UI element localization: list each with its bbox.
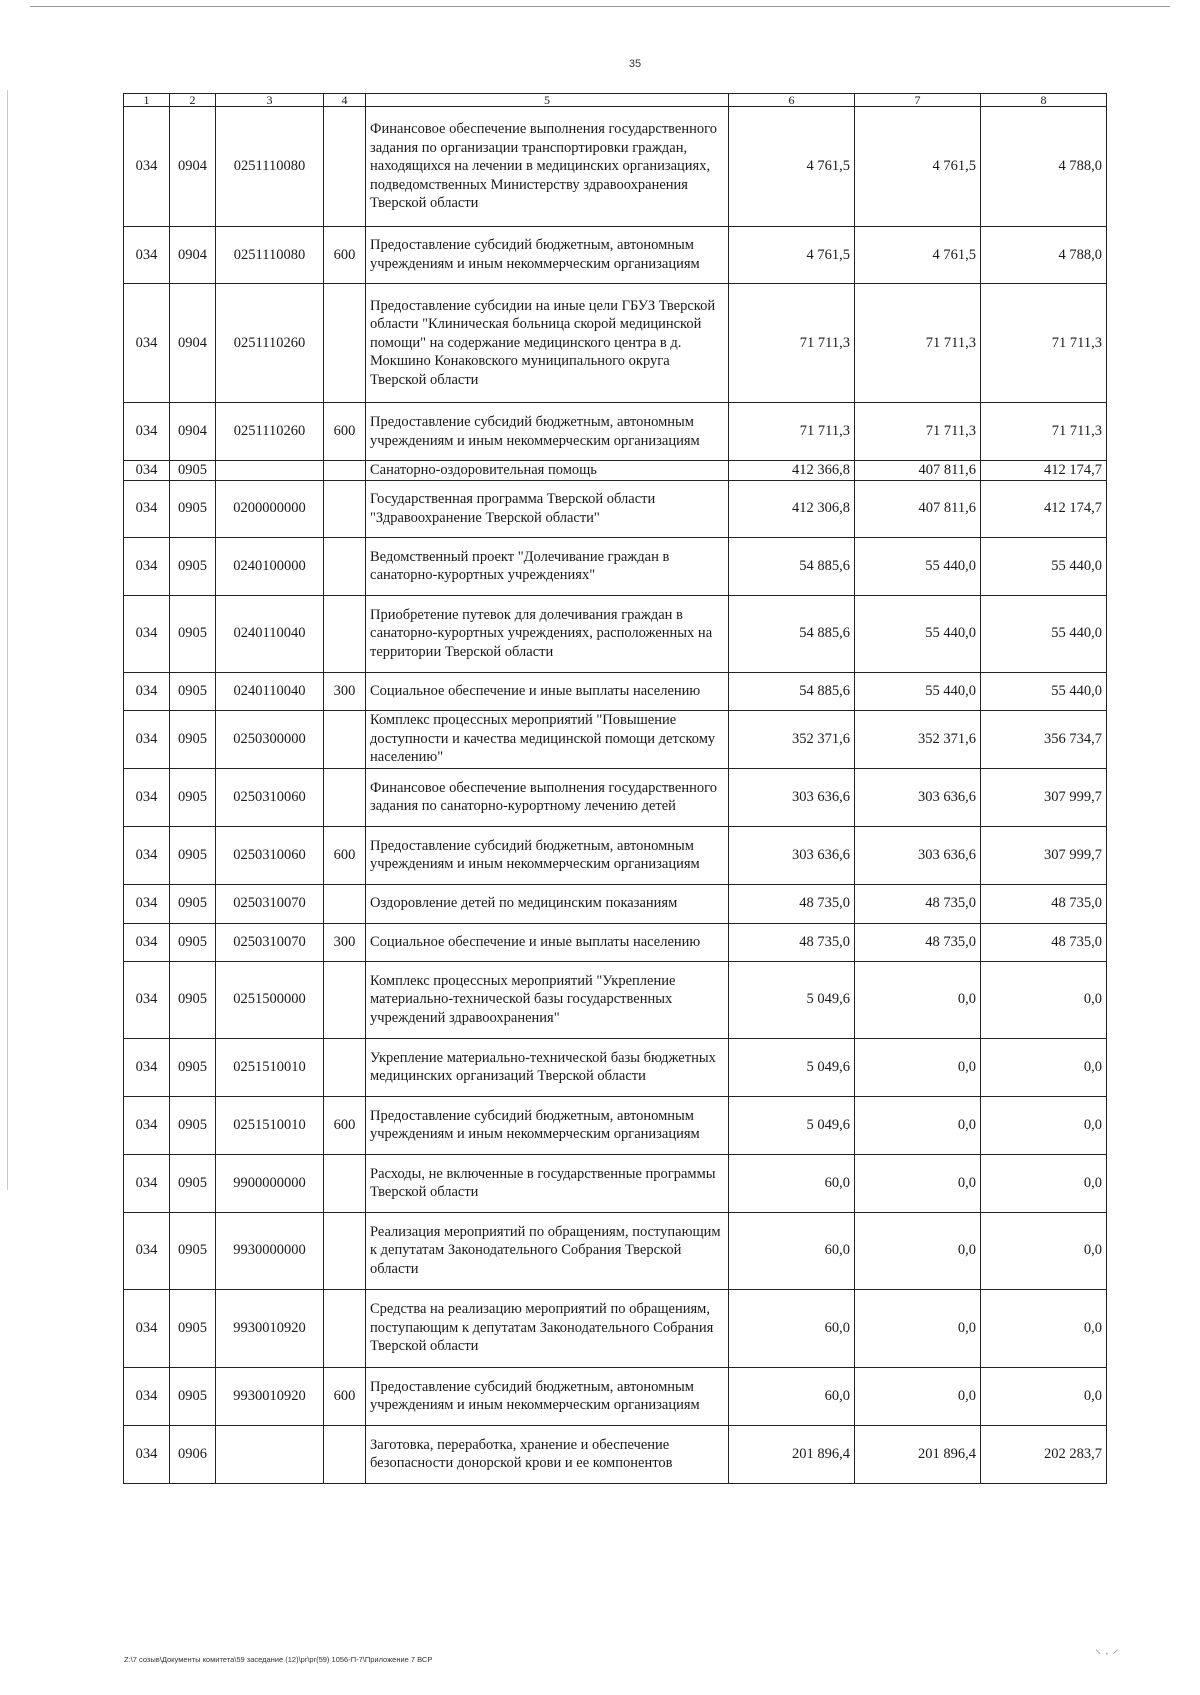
table-row [124, 461, 1107, 481]
amount-col7-cell: 48 735,0 [855, 923, 981, 961]
amount-col8-cell: 0,0 [981, 961, 1107, 1038]
amount-col6-cell: 48 735,0 [729, 923, 855, 961]
column-header: 4 [324, 94, 366, 107]
amount-col6-cell: 201 896,4 [729, 1425, 855, 1483]
amount-col8-cell: 0,0 [981, 1038, 1107, 1096]
expense-type-cell [324, 107, 366, 227]
table-row [124, 227, 1107, 284]
expense-type-cell: 600 [324, 1367, 366, 1425]
amount-col8-cell: 55 440,0 [981, 672, 1107, 710]
table-header [124, 94, 1107, 107]
section-code-cell: 0905 [170, 461, 216, 481]
target-article-cell: 0240110040 [216, 672, 324, 710]
description-cell: Государственная программа Тверской области "Здравоохранение Тверской области" [366, 480, 729, 537]
target-article-cell: 0251510010 [216, 1096, 324, 1154]
section-code-cell: 0905 [170, 537, 216, 595]
amount-col7-cell: 0,0 [855, 1038, 981, 1096]
amount-col8-cell: 48 735,0 [981, 884, 1107, 923]
amount-col6-cell: 412 366,8 [729, 461, 855, 481]
page-number: 35 [628, 58, 642, 70]
description-cell: Предоставление субсидий бюджетным, автономным учреждениям и иным некоммерческим организациям [366, 227, 729, 284]
kbk-admin-code-cell: 034 [124, 923, 170, 961]
amount-col7-cell: 0,0 [855, 1289, 981, 1367]
amount-col8-cell: 0,0 [981, 1367, 1107, 1425]
header-row [124, 94, 1107, 107]
kbk-admin-code-cell: 034 [124, 1038, 170, 1096]
target-article-cell: 0251110260 [216, 284, 324, 403]
target-article-cell: 9930010920 [216, 1289, 324, 1367]
kbk-admin-code-cell: 034 [124, 537, 170, 595]
section-code-cell: 0904 [170, 227, 216, 284]
expense-type-cell [324, 1212, 366, 1289]
amount-col8-cell: 0,0 [981, 1096, 1107, 1154]
target-article-cell: 9900000000 [216, 1154, 324, 1212]
kbk-admin-code-cell: 034 [124, 284, 170, 403]
expense-type-cell [324, 884, 366, 923]
amount-col8-cell: 71 711,3 [981, 403, 1107, 461]
target-article-cell: 0251510010 [216, 1038, 324, 1096]
kbk-admin-code-cell: 034 [124, 595, 170, 672]
description-cell: Предоставление субсидий бюджетным, автономным учреждениям и иным некоммерческим организациям [366, 826, 729, 884]
table-row [124, 107, 1107, 227]
kbk-admin-code-cell: 034 [124, 480, 170, 537]
section-code-cell: 0905 [170, 923, 216, 961]
amount-col6-cell: 412 306,8 [729, 480, 855, 537]
target-article-cell: 0250310060 [216, 768, 324, 826]
description-cell: Укрепление материально-технической базы бюджетных медицинских организаций Тверской области [366, 1038, 729, 1096]
amount-col7-cell: 0,0 [855, 961, 981, 1038]
column-header: 5 [366, 94, 729, 107]
budget-table [123, 93, 1107, 1484]
description-cell: Оздоровление детей по медицинским показаниям [366, 884, 729, 923]
target-article-cell: 0251110080 [216, 227, 324, 284]
amount-col7-cell: 303 636,6 [855, 768, 981, 826]
amount-col7-cell: 201 896,4 [855, 1425, 981, 1483]
table-row [124, 1212, 1107, 1289]
description-cell: Реализация мероприятий по обращениям, поступающим к депутатам Законодательного Собрания Тверской области [366, 1212, 729, 1289]
kbk-admin-code-cell: 034 [124, 672, 170, 710]
amount-col6-cell: 303 636,6 [729, 826, 855, 884]
description-cell: Финансовое обеспечение выполнения государственного задания по организации транспортировки граждан, находящихся на лечении в медицинских организациях, подведомственных Министерству здравоохранения Тверской области [366, 107, 729, 227]
column-header: 7 [855, 94, 981, 107]
expense-type-cell: 600 [324, 403, 366, 461]
amount-col6-cell: 303 636,6 [729, 768, 855, 826]
expense-type-cell [324, 461, 366, 481]
table-row [124, 284, 1107, 403]
table-row [124, 537, 1107, 595]
target-article-cell: 0200000000 [216, 480, 324, 537]
amount-col6-cell: 71 711,3 [729, 284, 855, 403]
kbk-admin-code-cell: 034 [124, 1212, 170, 1289]
section-code-cell: 0905 [170, 1038, 216, 1096]
amount-col7-cell: 55 440,0 [855, 595, 981, 672]
amount-col7-cell: 55 440,0 [855, 537, 981, 595]
description-cell: Финансовое обеспечение выполнения государственного задания по санаторно-курортному лечению детей [366, 768, 729, 826]
kbk-admin-code-cell: 034 [124, 768, 170, 826]
kbk-admin-code-cell: 034 [124, 227, 170, 284]
table-row [124, 403, 1107, 461]
section-code-cell: 0906 [170, 1425, 216, 1483]
amount-col6-cell: 48 735,0 [729, 884, 855, 923]
table-row [124, 1367, 1107, 1425]
table-row [124, 1425, 1107, 1483]
section-code-cell: 0905 [170, 595, 216, 672]
amount-col6-cell: 54 885,6 [729, 595, 855, 672]
description-cell: Предоставление субсидий бюджетным, автономным учреждениям и иным некоммерческим организациям [366, 1367, 729, 1425]
expense-type-cell [324, 710, 366, 768]
amount-col6-cell: 60,0 [729, 1154, 855, 1212]
section-code-cell: 0905 [170, 480, 216, 537]
expense-type-cell [324, 480, 366, 537]
amount-col8-cell: 307 999,7 [981, 826, 1107, 884]
target-article-cell: 9930010920 [216, 1367, 324, 1425]
target-article-cell [216, 461, 324, 481]
expense-type-cell: 600 [324, 826, 366, 884]
kbk-admin-code-cell: 034 [124, 107, 170, 227]
amount-col6-cell: 60,0 [729, 1212, 855, 1289]
amount-col8-cell: 0,0 [981, 1212, 1107, 1289]
table-row [124, 1096, 1107, 1154]
kbk-admin-code-cell: 034 [124, 826, 170, 884]
amount-col8-cell: 307 999,7 [981, 768, 1107, 826]
expense-type-cell [324, 961, 366, 1038]
table-row [124, 480, 1107, 537]
amount-col8-cell: 412 174,7 [981, 461, 1107, 481]
amount-col6-cell: 5 049,6 [729, 1096, 855, 1154]
amount-col8-cell: 4 788,0 [981, 107, 1107, 227]
section-code-cell: 0905 [170, 710, 216, 768]
column-header: 8 [981, 94, 1107, 107]
amount-col7-cell: 4 761,5 [855, 107, 981, 227]
section-code-cell: 0904 [170, 107, 216, 227]
file-path-footer: Z:\7 созыв\Документы комитета\59 заседание (12)\pr\pr(59) 1056-П-7\Приложение 7 ВСР [124, 1655, 433, 1664]
table-row [124, 768, 1107, 826]
kbk-admin-code-cell: 034 [124, 884, 170, 923]
table-row [124, 884, 1107, 923]
section-code-cell: 0905 [170, 1096, 216, 1154]
table-row [124, 961, 1107, 1038]
table-row [124, 710, 1107, 768]
table-row [124, 672, 1107, 710]
expense-type-cell [324, 1289, 366, 1367]
amount-col7-cell: 407 811,6 [855, 480, 981, 537]
expense-type-cell: 600 [324, 227, 366, 284]
section-code-cell: 0905 [170, 1212, 216, 1289]
kbk-admin-code-cell: 034 [124, 710, 170, 768]
amount-col7-cell: 0,0 [855, 1212, 981, 1289]
amount-col7-cell: 0,0 [855, 1154, 981, 1212]
target-article-cell: 9930000000 [216, 1212, 324, 1289]
kbk-admin-code-cell: 034 [124, 961, 170, 1038]
amount-col6-cell: 54 885,6 [729, 537, 855, 595]
description-cell: Предоставление субсидии на иные цели ГБУЗ Тверской области "Клиническая больница скорой медицинской помощи" на содержание медицинского центра в д. Мокшино Конаковского муниципального округа Тверской области [366, 284, 729, 403]
section-code-cell: 0905 [170, 961, 216, 1038]
kbk-admin-code-cell: 034 [124, 1367, 170, 1425]
table-row [124, 1154, 1107, 1212]
description-cell: Средства на реализацию мероприятий по обращениям, поступающим к депутатам Законодательного Собрания Тверской области [366, 1289, 729, 1367]
column-header: 1 [124, 94, 170, 107]
expense-type-cell [324, 1154, 366, 1212]
amount-col8-cell: 55 440,0 [981, 537, 1107, 595]
amount-col8-cell: 0,0 [981, 1154, 1107, 1212]
amount-col6-cell: 54 885,6 [729, 672, 855, 710]
column-header: 6 [729, 94, 855, 107]
amount-col6-cell: 5 049,6 [729, 1038, 855, 1096]
kbk-admin-code-cell: 034 [124, 1154, 170, 1212]
expense-type-cell [324, 595, 366, 672]
amount-col8-cell: 356 734,7 [981, 710, 1107, 768]
expense-type-cell [324, 768, 366, 826]
amount-col6-cell: 5 049,6 [729, 961, 855, 1038]
description-cell: Расходы, не включенные в государственные программы Тверской области [366, 1154, 729, 1212]
description-cell: Комплекс процессных мероприятий "Повышение доступности и качества медицинской помощи детскому населению" [366, 710, 729, 768]
expense-type-cell [324, 537, 366, 595]
kbk-admin-code-cell: 034 [124, 461, 170, 481]
column-header: 2 [170, 94, 216, 107]
expense-type-cell: 300 [324, 672, 366, 710]
expense-type-cell [324, 1038, 366, 1096]
target-article-cell: 0250310070 [216, 884, 324, 923]
target-article-cell: 0250310070 [216, 923, 324, 961]
target-article-cell [216, 1425, 324, 1483]
amount-col7-cell: 48 735,0 [855, 884, 981, 923]
amount-col7-cell: 4 761,5 [855, 227, 981, 284]
section-code-cell: 0905 [170, 672, 216, 710]
amount-col8-cell: 412 174,7 [981, 480, 1107, 537]
amount-col7-cell: 0,0 [855, 1096, 981, 1154]
top-rule [30, 6, 1170, 7]
description-cell: Предоставление субсидий бюджетным, автономным учреждениям и иным некоммерческим организациям [366, 1096, 729, 1154]
amount-col8-cell: 0,0 [981, 1289, 1107, 1367]
amount-col8-cell: 55 440,0 [981, 595, 1107, 672]
scan-marks: ⸌ · ⸍ [1095, 1647, 1119, 1661]
description-cell: Социальное обеспечение и иные выплаты населению [366, 923, 729, 961]
amount-col7-cell: 55 440,0 [855, 672, 981, 710]
section-code-cell: 0904 [170, 284, 216, 403]
section-code-cell: 0905 [170, 1367, 216, 1425]
expense-type-cell [324, 284, 366, 403]
amount-col8-cell: 4 788,0 [981, 227, 1107, 284]
section-code-cell: 0905 [170, 768, 216, 826]
section-code-cell: 0905 [170, 1154, 216, 1212]
amount-col7-cell: 352 371,6 [855, 710, 981, 768]
description-cell: Санаторно-оздоровительная помощь [366, 461, 729, 481]
kbk-admin-code-cell: 034 [124, 1425, 170, 1483]
amount-col8-cell: 48 735,0 [981, 923, 1107, 961]
target-article-cell: 0250310060 [216, 826, 324, 884]
amount-col7-cell: 71 711,3 [855, 284, 981, 403]
expense-type-cell: 600 [324, 1096, 366, 1154]
table-row [124, 923, 1107, 961]
kbk-admin-code-cell: 034 [124, 1289, 170, 1367]
target-article-cell: 0240110040 [216, 595, 324, 672]
section-code-cell: 0905 [170, 826, 216, 884]
amount-col6-cell: 4 761,5 [729, 107, 855, 227]
section-code-cell: 0904 [170, 403, 216, 461]
description-cell: Предоставление субсидий бюджетным, автономным учреждениям и иным некоммерческим организациям [366, 403, 729, 461]
amount-col6-cell: 352 371,6 [729, 710, 855, 768]
description-cell: Ведомственный проект "Долечивание граждан в санаторно-курортных учреждениях" [366, 537, 729, 595]
table-row [124, 1038, 1107, 1096]
description-cell: Заготовка, переработка, хранение и обеспечение безопасности донорской крови и ее компонентов [366, 1425, 729, 1483]
description-cell: Приобретение путевок для долечивания граждан в санаторно-курортных учреждениях, расположенных на территории Тверской области [366, 595, 729, 672]
amount-col6-cell: 71 711,3 [729, 403, 855, 461]
amount-col8-cell: 202 283,7 [981, 1425, 1107, 1483]
left-margin-rule [7, 90, 8, 1190]
target-article-cell: 0250300000 [216, 710, 324, 768]
amount-col7-cell: 407 811,6 [855, 461, 981, 481]
amount-col6-cell: 60,0 [729, 1289, 855, 1367]
amount-col8-cell: 71 711,3 [981, 284, 1107, 403]
target-article-cell: 0251500000 [216, 961, 324, 1038]
expense-type-cell [324, 1425, 366, 1483]
section-code-cell: 0905 [170, 884, 216, 923]
expense-type-cell: 300 [324, 923, 366, 961]
description-cell: Социальное обеспечение и иные выплаты населению [366, 672, 729, 710]
target-article-cell: 0251110080 [216, 107, 324, 227]
amount-col6-cell: 4 761,5 [729, 227, 855, 284]
column-header: 3 [216, 94, 324, 107]
kbk-admin-code-cell: 034 [124, 1096, 170, 1154]
target-article-cell: 0240100000 [216, 537, 324, 595]
table-body [124, 107, 1107, 1484]
target-article-cell: 0251110260 [216, 403, 324, 461]
kbk-admin-code-cell: 034 [124, 403, 170, 461]
amount-col6-cell: 60,0 [729, 1367, 855, 1425]
table-row [124, 595, 1107, 672]
amount-col7-cell: 71 711,3 [855, 403, 981, 461]
table-row [124, 1289, 1107, 1367]
table-row [124, 826, 1107, 884]
amount-col7-cell: 303 636,6 [855, 826, 981, 884]
section-code-cell: 0905 [170, 1289, 216, 1367]
amount-col7-cell: 0,0 [855, 1367, 981, 1425]
description-cell: Комплекс процессных мероприятий "Укрепление материально-технической базы государственных учреждений здравоохранения" [366, 961, 729, 1038]
